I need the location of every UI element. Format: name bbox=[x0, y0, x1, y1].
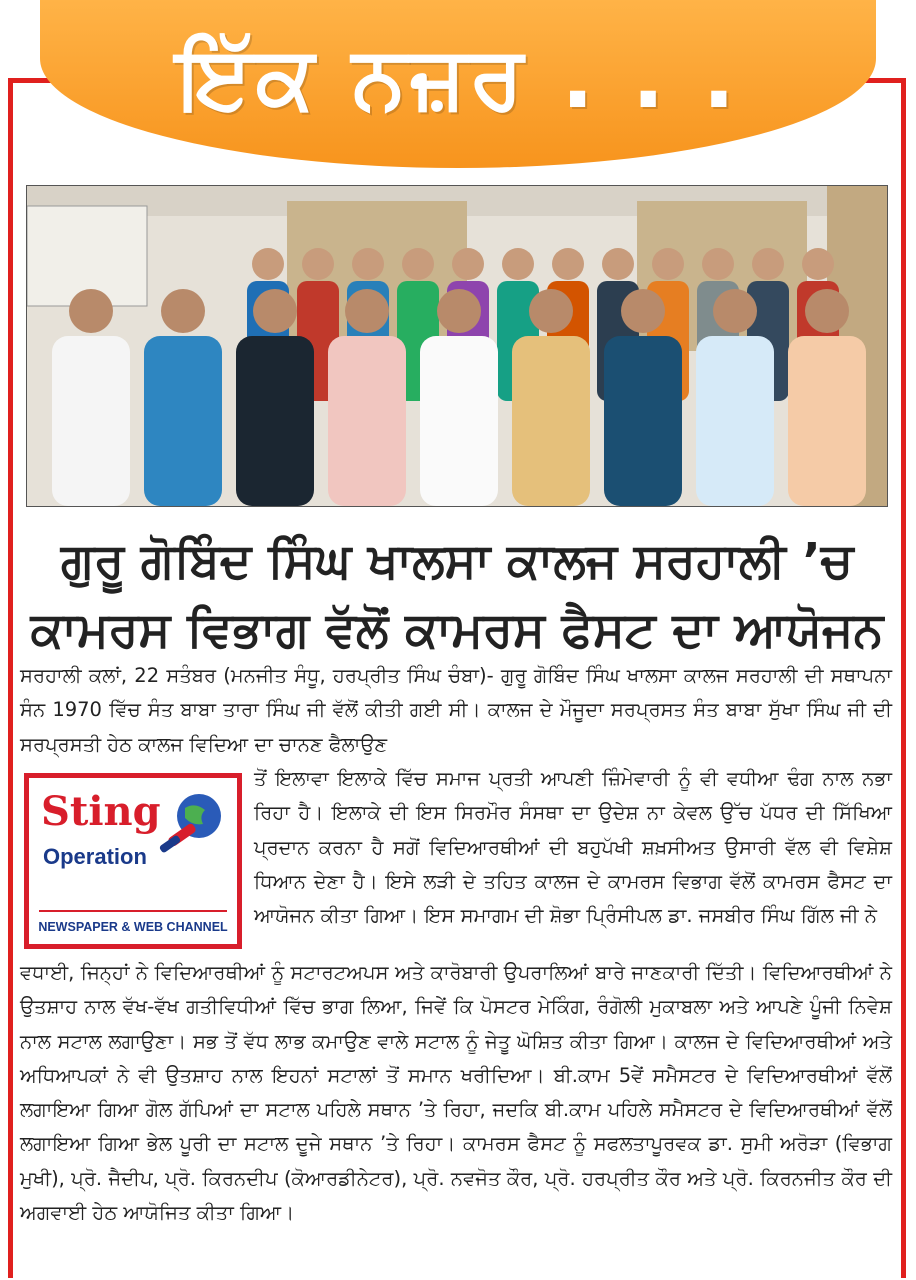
person-front-row bbox=[52, 336, 130, 506]
person-head bbox=[652, 248, 684, 280]
person-head bbox=[161, 289, 205, 333]
person-head bbox=[621, 289, 665, 333]
person-head bbox=[752, 248, 784, 280]
logo-tagline: NEWSPAPER & WEB CHANNEL bbox=[38, 920, 228, 934]
person-head bbox=[437, 289, 481, 333]
person-head bbox=[802, 248, 834, 280]
group-photo bbox=[26, 185, 888, 507]
person-front-row bbox=[236, 336, 314, 506]
person-head bbox=[702, 248, 734, 280]
person-head bbox=[805, 289, 849, 333]
person-front-row bbox=[144, 336, 222, 506]
person-head bbox=[529, 289, 573, 333]
group-photo-illustration bbox=[27, 186, 887, 506]
person-head bbox=[302, 248, 334, 280]
person-front-row bbox=[420, 336, 498, 506]
logo-word-sting: Sting bbox=[41, 788, 161, 835]
person-front-row bbox=[604, 336, 682, 506]
headline-line-1: ਗੁਰੂ ਗੋਬਿੰਦ ਸਿੰਘ ਖਾਲਸਾ ਕਾਲਜ ਸਰਹਾਲੀ ’ਚ bbox=[60, 533, 854, 589]
person-head bbox=[602, 248, 634, 280]
person-head bbox=[252, 248, 284, 280]
person-head bbox=[402, 248, 434, 280]
person-head bbox=[253, 289, 297, 333]
person-head bbox=[502, 248, 534, 280]
person-head bbox=[69, 289, 113, 333]
sting-operation-logo bbox=[24, 773, 242, 949]
person-head bbox=[345, 289, 389, 333]
person-head bbox=[713, 289, 757, 333]
article-paragraph-wrap: ਤੋਂ ਇਲਾਵਾ ਇਲਾਕੇ ਵਿੱਚ ਸਮਾਜ ਪ੍ਰਤੀ ਆਪਣੀ ਜ਼ਿੰਮੇਵਾਰੀ ਨੂੰ ਵੀ ਵਧੀਆ ਢੰਗ ਨਾਲ ਨਭਾ ਰਿਹਾ ਹੈ। ਇਲਾਕੇ ਦੀ ਇਸ ਸਿਰਮੌਰ ਸੰਸਥਾ ਦਾ ਉਦੇਸ਼ ਨਾ ਕੇਵਲ ਉੱਚ ਪੱਧਰ ਦੀ ਸਿੱਖਿਆ ਪ੍ਰਦਾਨ ਕਰਨਾ ਹੈ ਸਗੋਂ ਵਿਦਿਆਰਥੀਆਂ ਦੀ ਬਹੁਪੱਖੀ ਸ਼ਖ਼ਸੀਅਤ ਉਸਾਰੀ ਵੱਲ ਵੀ ਵਿਸ਼ੇਸ਼ ਧਿਆਨ ਦੇਣਾ ਹੈ। ਇਸੇ ਲੜੀ ਦੇ ਤਹਿਤ ਕਾਲਜ ਦੇ ਕਾਮਰਸ ਵਿਭਾਗ ਵੱਲੋਂ ਕਾਮਰਸ ਫੈਸਟ ਦਾ ਆਯੋਜਨ ਕੀਤਾ ਗਿਆ। ਇਸ ਸਮਾਗਮ ਦੀ ਸ਼ੋਭਾ ਪ੍ਰਿੰਸੀਪਲ ਡਾ. ਜਸਬੀਰ ਸਿੰਘ ਗਿੱਲ ਜੀ ਨੇ bbox=[254, 767, 892, 928]
person-front-row bbox=[328, 336, 406, 506]
person-front-row bbox=[512, 336, 590, 506]
person-front-row bbox=[788, 336, 866, 506]
logo-word-operation: Operation bbox=[43, 844, 147, 869]
logo-divider bbox=[39, 910, 227, 912]
article-paragraph-bottom: ਵਧਾਈ, ਜਿਨ੍ਹਾਂ ਨੇ ਵਿਦਿਆਰਥੀਆਂ ਨੂੰ ਸਟਾਰਟਅਪਸ ਅਤੇ ਕਾਰੋਬਾਰੀ ਉਪਰਾਲਿਆਂ ਬਾਰੇ ਜਾਣਕਾਰੀ ਦਿੱਤੀ। ਵਿਦਿਆਰਥੀਆਂ ਨੇ ਉਤਸ਼ਾਹ ਨਾਲ ਵੱਖ-ਵੱਖ ਗਤੀਵਿਧੀਆਂ ਵਿੱਚ ਭਾਗ ਲਿਆ, ਜਿਵੇਂ ਕਿ ਪੋਸਟਰ ਮੇਕਿੰਗ, ਰੰਗੋਲੀ ਮੁਕਾਬਲਾ ਅਤੇ ਆਪਣੇ ਪੂੰਜੀ ਨਿਵੇਸ਼ ਨਾਲ ਸਟਾਲ ਲਗਾਉਣਾ। ਸਭ ਤੋਂ ਵੱਧ ਲਾਭ ਕਮਾਉਣ ਵਾਲੇ ਸਟਾਲ ਨੂੰ ਜੇਤੂ ਘੋਸ਼ਿਤ ਕੀਤਾ ਗਿਆ। ਕਾਲਜ ਦੇ ਵਿਦਿਆਰਥੀਆਂ ਅਤੇ ਅਧਿਆਪਕਾਂ ਨੇ ਵੀ ਉਤਸ਼ਾਹ ਨਾਲ ਇਹਨਾਂ ਸਟਾਲਾਂ ਤੋਂ ਸਮਾਨ ਖਰੀਦਿਆ। ਬੀ.ਕਾਮ 5ਵੇਂ ਸਮੈਸਟਰ ਦੇ ਵਿਦਿਆਰਥੀਆਂ ਵੱਲੋਂ ਲਗਾਇਆ ਗਿਆ ਗੋਲ ਗੱਪਿਆਂ ਦਾ ਸਟਾਲ ਪਹਿਲੇ ਸਥਾਨ ’ਤੇ ਰਿਹਾ, ਜਦਕਿ ਬੀ.ਕਾਮ ਪਹਿਲੇ ਸਮੈਸਟਰ ਦੇ ਵਿਦਿਆਰਥੀਆਂ ਵੱਲੋਂ ਲਗਾਇਆ ਗਿਆ ਭੇਲ ਪੂਰੀ ਦਾ ਸਟਾਲ ਦੂਜੇ ਸਥਾਨ ’ਤੇ ਰਿਹਾ। ਕਾਮਰਸ ਫੈਸਟ ਨੂੰ ਸਫਲਤਾਪੂਰਵਕ ਡਾ. ਸੁਮੀ ਅਰੋੜਾ (ਵਿਭਾਗ ਮੁਖੀ), ਪ੍ਰੋ. ਜੈਦੀਪ, ਪ੍ਰੋ. ਕਿਰਨਦੀਪ (ਕੋਆਰਡੀਨੇਟਰ), ਪ੍ਰੋ. ਨਵਜੋਤ ਕੌਰ, ਪ੍ਰੋ. ਹਰਪ੍ਰੀਤ ਕੌਰ ਅਤੇ ਪ੍ਰੋ. ਕਿਰਨਜੀਤ ਕੌਰ ਦੀ ਅਗਵਾਈ ਹੇਠ ਆਯੋਜਿਤ ਕੀਤਾ ਗਿਆ। bbox=[20, 961, 892, 1225]
person-head bbox=[352, 248, 384, 280]
person-head bbox=[552, 248, 584, 280]
headline-line-2: ਕਾਮਰਸ ਵਿਭਾਗ ਵੱਲੋਂ ਕਾਮਰਸ ਫੈਸਟ ਦਾ ਆਯੋਜਨ bbox=[30, 602, 884, 658]
person-head bbox=[452, 248, 484, 280]
globe-microphone-icon bbox=[157, 790, 227, 860]
person-front-row bbox=[696, 336, 774, 506]
banner-title: ਇੱਕ ਨਜ਼ਰ . . . bbox=[176, 28, 740, 128]
article-paragraph-top: ਸਰਹਾਲੀ ਕਲਾਂ, 22 ਸਤੰਬਰ (ਮਨਜੀਤ ਸੰਧੂ, ਹਰਪ੍ਰੀਤ ਸਿੰਘ ਚੰਬਾ)- ਗੁਰੂ ਗੋਬਿੰਦ ਸਿੰਘ ਖਾਲਸਾ ਕਾਲਜ ਸਰਹਾਲੀ ਦੀ ਸਥਾਪਨਾ ਸੰਨ 1970 ਵਿੱਚ ਸੰਤ ਬਾਬਾ ਤਾਰਾ ਸਿੰਘ ਜੀ ਵੱਲੋਂ ਕੀਤੀ ਗਈ ਸੀ। ਕਾਲਜ ਦੇ ਮੌਜੂਦਾ ਸਰਪ੍ਰਸਤ ਸੰਤ ਬਾਬਾ ਸੁੱਖਾ ਸਿੰਘ ਜੀ ਦੀ ਸਰਪ੍ਰਸਤੀ ਹੇਠ ਕਾਲਜ ਵਿਦਿਆ ਦਾ ਚਾਨਣ ਫੈਲਾਉਣ bbox=[20, 664, 892, 756]
